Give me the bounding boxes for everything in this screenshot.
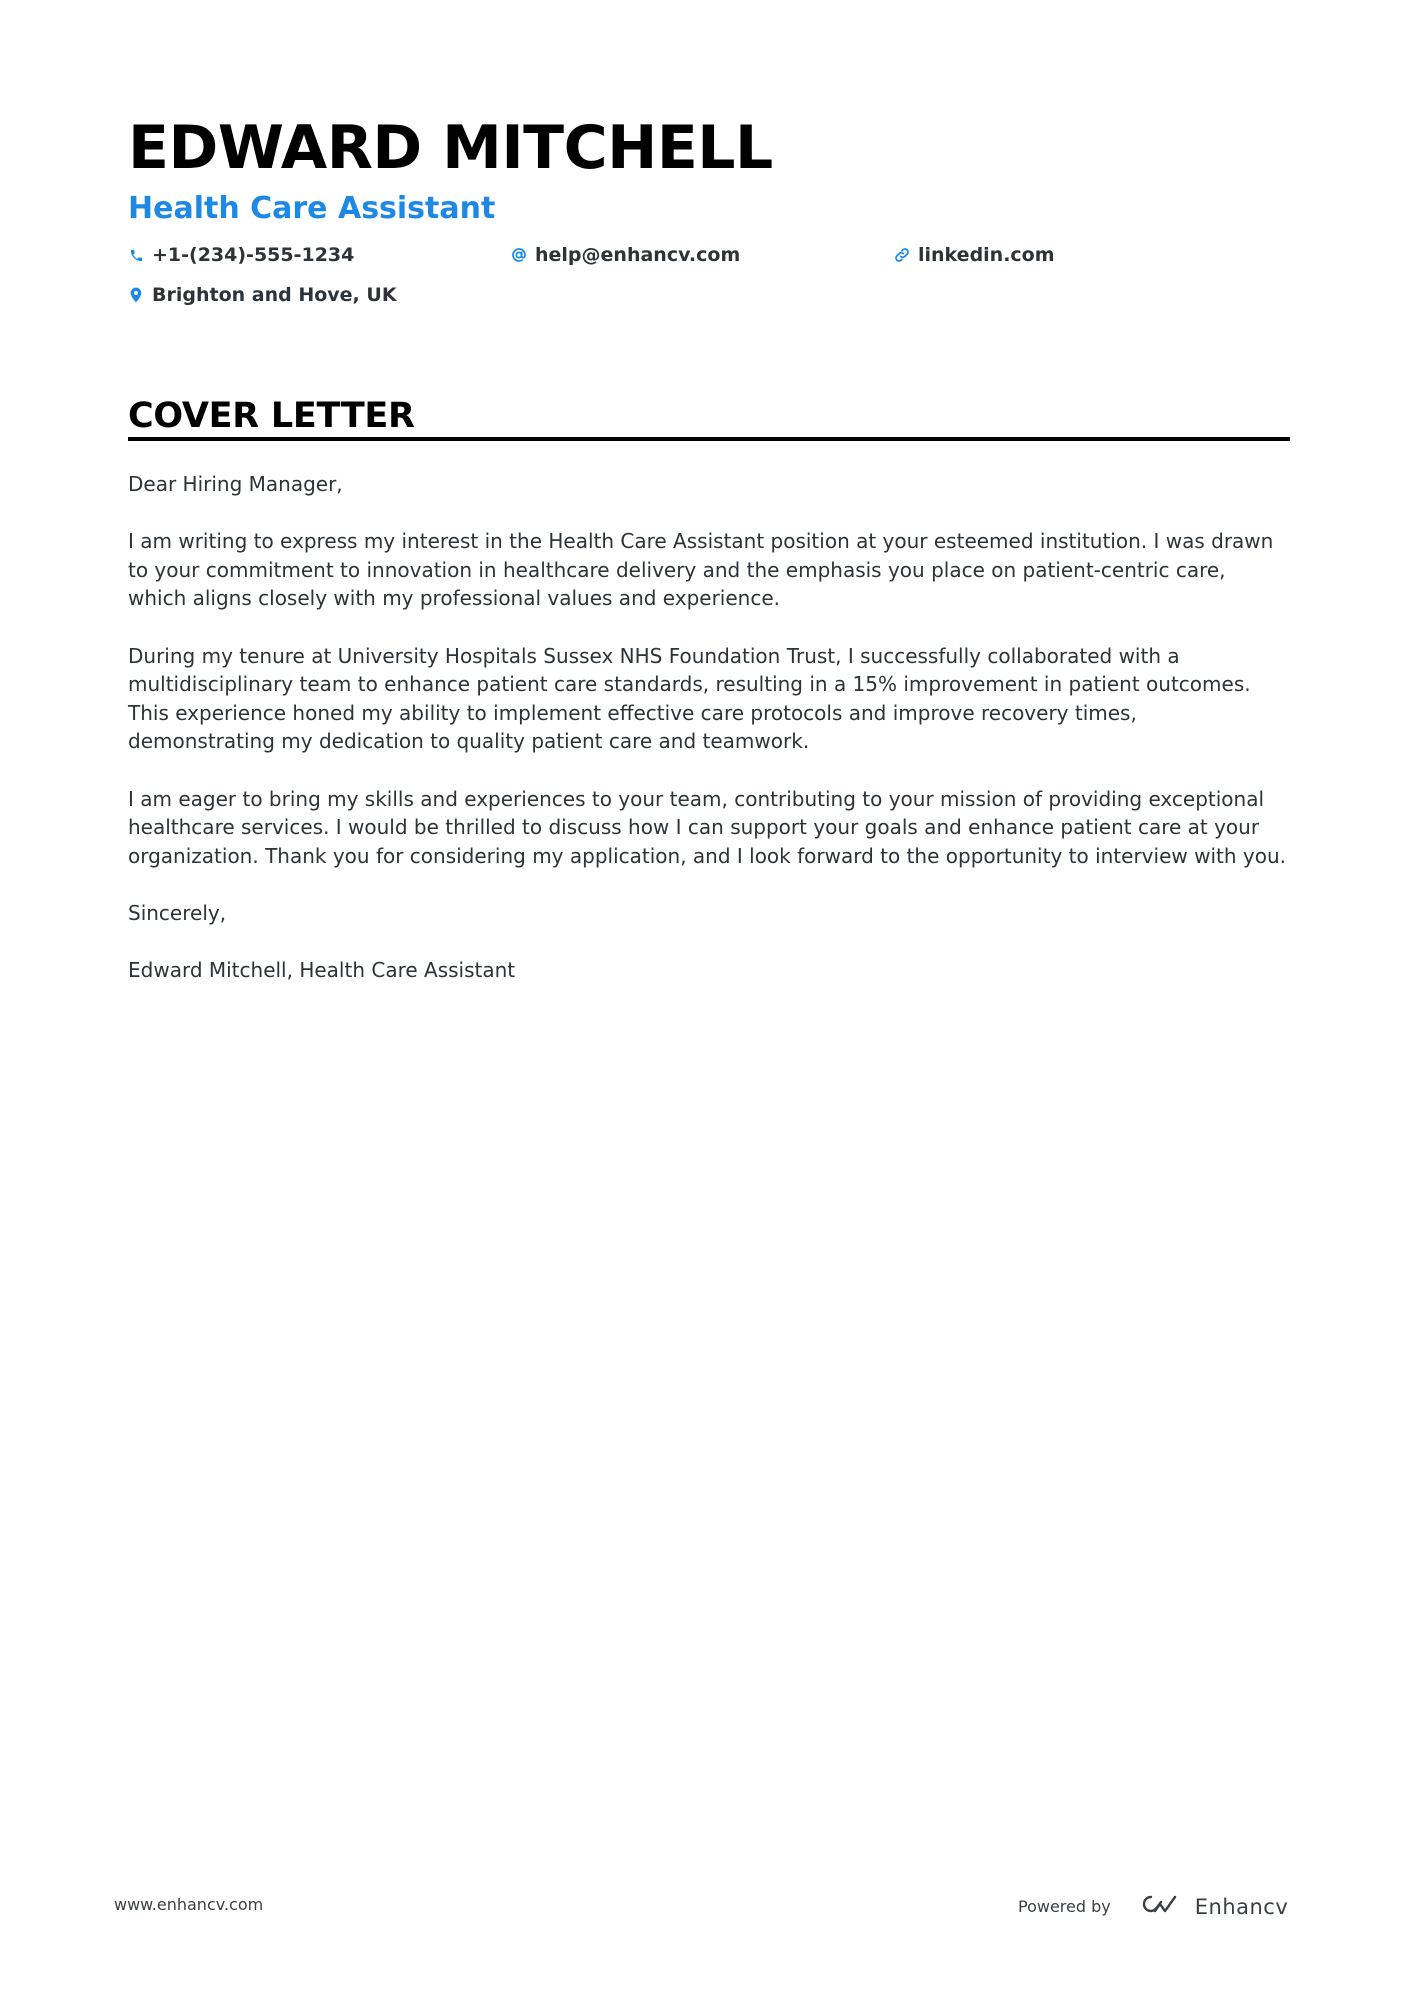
linkedin-text[interactable]: linkedin.com (918, 244, 1055, 266)
contact-linkedin (894, 242, 1055, 268)
letter-paragraph: I am eager to bring my skills and experiences to your team, contributing to your mission of providing exceptional healthcare services. I would be thrilled to discuss how I can support your goals and enhance patient care at your organization. Thank you for considering my application, and I look forward to the opportunity to interview with you. (128, 786, 1286, 868)
brand-name: Enhancv (1194, 1894, 1289, 1919)
letter-salutation: Dear Hiring Manager, (128, 472, 343, 496)
letter-signature: Edward Mitchell, Health Care Assistant (128, 958, 516, 983)
map-pin-icon (128, 287, 144, 303)
location-text: Brighton and Hove, UK (152, 284, 397, 306)
powered-by-label: Powered by (1018, 1897, 1111, 1916)
email-text[interactable]: help@enhancv.com (535, 244, 741, 266)
letter-closing: Sincerely, (128, 900, 227, 925)
applicant-role: Health Care Assistant (128, 191, 496, 226)
contact-phone (128, 242, 354, 268)
section-divider (128, 437, 1290, 441)
letter-paragraph: During my tenure at University Hospitals Sussex NHS Foundation Trust, I successfully collaborated with a multidisciplinary team to enhance patient care standards, resulting in a 15% improvement in patient outcomes. This experience honed my ability to implement effective care protocols and improve recovery times, demonstrating my dedication to quality patient care and teamwork. (128, 643, 1251, 754)
phone-icon (128, 247, 144, 263)
footer-powered-by (1018, 1892, 1288, 1921)
letter-body (128, 470, 1290, 1013)
contact-location (128, 282, 397, 308)
section-title: COVER LETTER (128, 396, 415, 436)
phone-text: +1-(234)-555-1234 (152, 244, 355, 266)
footer-website[interactable]: www.enhancv.com (114, 1895, 264, 1914)
at-icon (511, 247, 527, 263)
contact-email (511, 242, 740, 268)
applicant-name: EDWARD MITCHELL (128, 113, 773, 183)
letter-paragraph: I am writing to express my interest in the Health Care Assistant position at your esteemed institution. I was drawn to your commitment to innovation in healthcare delivery and the emphasis you place on patient-centric care, which aligns closely with my professional values and experience. (128, 529, 1274, 611)
brand-logo[interactable] (1139, 1892, 1289, 1921)
enhancv-logo-icon (1139, 1892, 1185, 1921)
link-icon (894, 247, 910, 263)
